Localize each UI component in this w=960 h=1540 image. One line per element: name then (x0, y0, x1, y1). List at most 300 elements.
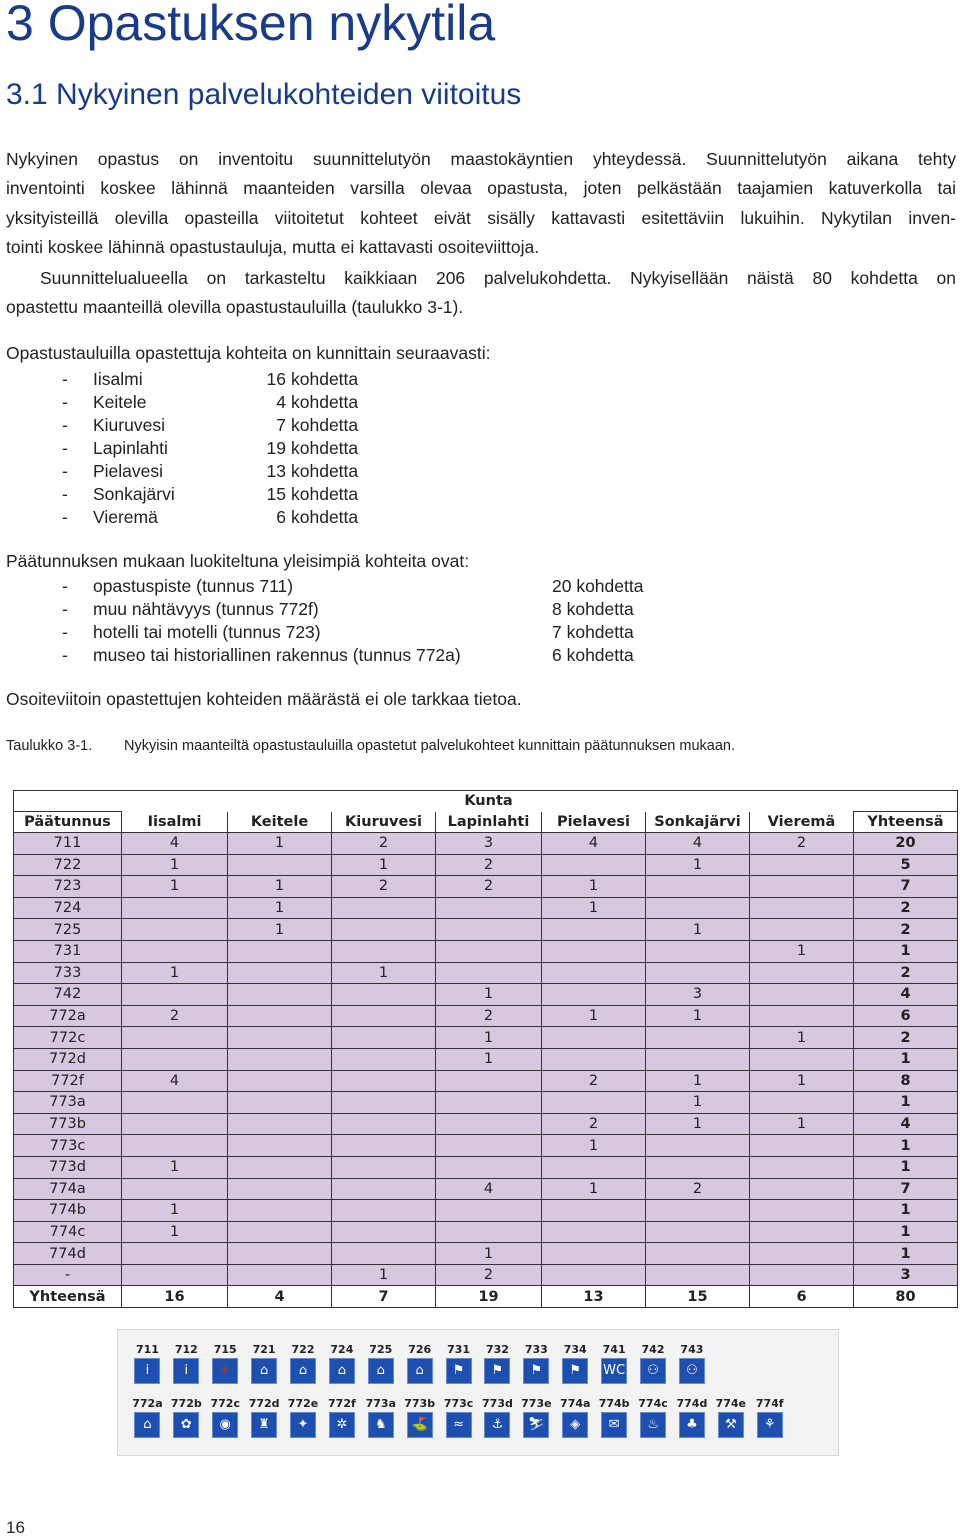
sign-code: 774a (560, 1397, 591, 1410)
sign-symbol (517, 1342, 556, 1384)
table-row (14, 1178, 958, 1200)
table-row (14, 1027, 958, 1049)
table-cell (542, 984, 646, 1006)
paragraph-summary (6, 264, 956, 323)
sign-symbol (478, 1342, 517, 1384)
table-group-spacer (854, 791, 958, 812)
table-group-spacer (646, 791, 750, 812)
row-code-cell: 772a (14, 1005, 122, 1027)
caravan-icon: ⚑ (523, 1358, 549, 1384)
table-cell: 2 (436, 1264, 542, 1286)
municipality-count: 7 (276, 415, 286, 435)
sign-symbol (284, 1342, 323, 1384)
table-cell (228, 854, 332, 876)
table-cell: 2 (854, 1027, 958, 1049)
sign-symbol (322, 1342, 361, 1384)
table-cell: 1 (436, 1048, 542, 1070)
table-cell: 20 (854, 833, 958, 855)
harbour-icon: ⚓ (484, 1412, 510, 1438)
sign-code: 715 (213, 1343, 237, 1356)
list-dash: - (62, 438, 68, 458)
nature-icon: ✿ (173, 1412, 199, 1438)
table-cell (122, 1135, 228, 1157)
municipality-name: Sonkajärvi (93, 484, 175, 504)
swimming-icon: ≈ (446, 1412, 472, 1438)
table-cell: 7 (854, 1178, 958, 1200)
paragraph-inventory (6, 145, 956, 263)
table-cell: 3 (646, 984, 750, 1006)
page-number: 16 (6, 1518, 25, 1537)
sign-symbol (400, 1342, 439, 1384)
paragraph-line: yksityisteillä olevilla opasteilla viitoitetut kohteet eivät sisälly kattavasti esitettäviin lukuihin. Nykytilan inven- (6, 207, 956, 228)
church-icon: ♜ (251, 1412, 277, 1438)
table-cell: 2 (436, 876, 542, 898)
workshop-icon: ⚒ (718, 1412, 744, 1438)
table-cell: 1 (854, 1221, 958, 1243)
table-cell: 1 (436, 1027, 542, 1049)
sign-code: 772c (210, 1397, 240, 1410)
sign-type-name: opastuspiste (tunnus 711) (93, 576, 294, 596)
table-cell: 1 (228, 897, 332, 919)
table-cell: 4 (436, 1178, 542, 1200)
table-cell (122, 1243, 228, 1265)
table-cell (122, 1092, 228, 1114)
table-cell: 1 (122, 876, 228, 898)
table-cell (436, 1070, 542, 1092)
table-cell (228, 1027, 332, 1049)
row-code-cell: 733 (14, 962, 122, 984)
sign-type-count: 6 kohdetta (552, 645, 634, 665)
table-cell (332, 1005, 436, 1027)
table-cell: 3 (436, 833, 542, 855)
table-cell (542, 1264, 646, 1286)
sign-type-name: hotelli tai motelli (tunnus 723) (93, 622, 321, 642)
table-cell: 4 (646, 833, 750, 855)
table-group-spacer (750, 791, 854, 812)
sign-symbol (206, 1396, 245, 1438)
garden-icon: ⚘ (757, 1412, 783, 1438)
table-cell: 1 (646, 1070, 750, 1092)
list-dash: - (62, 415, 68, 435)
table-cell: 1 (854, 940, 958, 962)
table-cell (228, 1178, 332, 1200)
table-cell (122, 1048, 228, 1070)
sign-symbol (711, 1342, 750, 1384)
sign-code: 774f (755, 1397, 784, 1410)
column-header: Yhteensä (854, 812, 958, 833)
sign-symbol (439, 1396, 478, 1438)
table-cell (646, 1200, 750, 1222)
list-dash: - (62, 576, 68, 596)
hotel-icon: ⌂ (290, 1358, 316, 1384)
paragraph-line: opastettu maanteillä olevilla opastustauluilla (taulukko 3-1). (6, 297, 464, 318)
table-cell (228, 962, 332, 984)
sign-code: 772a (132, 1397, 163, 1410)
table-cell (542, 1092, 646, 1114)
sign-symbol (750, 1342, 789, 1384)
total-cell: 6 (750, 1286, 854, 1308)
hostel-icon: ⌂ (407, 1358, 433, 1384)
table-cell (228, 1200, 332, 1222)
table-cell: 1 (854, 1200, 958, 1222)
municipality-name: Iisalmi (93, 369, 143, 389)
sign-row (128, 1396, 828, 1438)
farm-icon: ♣ (679, 1412, 705, 1438)
table-cell (332, 984, 436, 1006)
sign-code: 725 (369, 1343, 393, 1356)
table-cell (750, 984, 854, 1006)
shop-icon: ✉ (601, 1412, 627, 1438)
motel-icon: ⌂ (368, 1358, 394, 1384)
municipality-name: Vieremä (93, 507, 158, 527)
table-cell (646, 962, 750, 984)
table-cell: 2 (332, 876, 436, 898)
table-group-spacer (228, 791, 332, 812)
municipality-name: Kiuruvesi (93, 415, 165, 435)
table-cell: 1 (122, 1156, 228, 1178)
list-dash: - (62, 599, 68, 619)
table-cell (436, 1092, 542, 1114)
caption-label: Taulukko 3-1. (6, 738, 93, 754)
table-cell: 1 (750, 1027, 854, 1049)
table-cell (436, 1135, 542, 1157)
table-cell (332, 1178, 436, 1200)
information-icon: i (173, 1358, 199, 1384)
sign-type-count: 7 kohdetta (552, 622, 634, 642)
table-row (14, 1221, 958, 1243)
list-dash: - (62, 645, 68, 665)
table-cell: 1 (750, 1113, 854, 1135)
list-item (6, 460, 406, 483)
row-code-cell: 772f (14, 1070, 122, 1092)
sign-symbol (711, 1396, 750, 1438)
table-cell: 1 (542, 1005, 646, 1027)
table-cell: 1 (542, 897, 646, 919)
paragraph-address-signs: Osoiteviitoin opastettujen kohteiden määrästä ei ole tarkkaa tietoa. (6, 689, 522, 709)
row-code-cell: 773b (14, 1113, 122, 1135)
sign-symbol (322, 1396, 361, 1438)
column-header: Lapinlahti (436, 812, 542, 833)
municipality-count: 4 (276, 392, 286, 412)
table-cell: 1 (542, 1178, 646, 1200)
sign-code: 712 (174, 1343, 198, 1356)
camping-icon: ⚑ (484, 1358, 510, 1384)
table-cell: 1 (854, 1156, 958, 1178)
table-cell (332, 1027, 436, 1049)
service-table (13, 790, 958, 1308)
table-cell (542, 919, 646, 941)
table-cell (542, 1200, 646, 1222)
sign-code: 734 (563, 1343, 587, 1356)
table-cell (228, 1092, 332, 1114)
table-cell (332, 1048, 436, 1070)
list-item (6, 437, 406, 460)
sign-code: 743 (680, 1343, 704, 1356)
paragraph-line: Suunnittelualueella on tarkasteltu kaikkiaan 206 palvelukohdetta. Nykyisellään näistä 80 kohdetta on (40, 268, 956, 288)
hotel-icon: ⌂ (329, 1358, 355, 1384)
total-cell: 13 (542, 1286, 646, 1308)
table-cell (332, 919, 436, 941)
table-cell: 1 (646, 1092, 750, 1114)
table-cell (646, 897, 750, 919)
table-cell (332, 940, 436, 962)
table-cell (750, 1178, 854, 1200)
sign-code: 773e (521, 1397, 552, 1410)
column-header: Pielavesi (542, 812, 646, 833)
sign-code: 774b (598, 1397, 630, 1410)
row-code-cell: 773a (14, 1092, 122, 1114)
table-cell: 3 (854, 1264, 958, 1286)
sign-code: 772e (287, 1397, 319, 1410)
table-cell (542, 1048, 646, 1070)
table-cell (228, 1070, 332, 1092)
table-cell (332, 1070, 436, 1092)
table-cell (228, 1243, 332, 1265)
table-row (14, 833, 958, 855)
row-code-cell: 711 (14, 833, 122, 855)
table-row (14, 1048, 958, 1070)
table-cell (542, 854, 646, 876)
sign-code (711, 1342, 750, 1358)
table-cell: 1 (854, 1092, 958, 1114)
table-cell: 1 (646, 854, 750, 876)
table-cell (436, 897, 542, 919)
sign-code (750, 1342, 789, 1358)
sign-symbol (284, 1396, 323, 1438)
sign-code: 726 (408, 1343, 432, 1356)
table-cell: 1 (228, 833, 332, 855)
table-cell (436, 1113, 542, 1135)
table-cell (750, 1092, 854, 1114)
table-cell: 1 (122, 1221, 228, 1243)
table-cell: 2 (436, 854, 542, 876)
table-cell: 1 (332, 854, 436, 876)
table-cell: 1 (854, 1243, 958, 1265)
sign-symbol (361, 1396, 400, 1438)
row-code-cell: 723 (14, 876, 122, 898)
table-cell: 1 (436, 984, 542, 1006)
count-unit: kohdetta (291, 392, 359, 412)
table-cell (332, 1243, 436, 1265)
restaurant-icon: ⚇ (640, 1358, 666, 1384)
table-cell (750, 1200, 854, 1222)
sign-symbol (789, 1342, 828, 1384)
row-code-cell: 774b (14, 1200, 122, 1222)
sign-type-name: muu nähtävyys (tunnus 772f) (93, 599, 319, 619)
table-cell (436, 1200, 542, 1222)
table-cell: 7 (854, 876, 958, 898)
common-sign-list (6, 575, 706, 667)
table-cell: 2 (854, 962, 958, 984)
table-cell (646, 1156, 750, 1178)
sign-row (128, 1342, 828, 1384)
table-cell (228, 1048, 332, 1070)
paragraph-list-intro: Opastustauluilla opastettuja kohteita on kunnittain seuraavasti: (6, 343, 491, 363)
table-cell (436, 1221, 542, 1243)
hotel-icon: ⌂ (251, 1358, 277, 1384)
cafe-icon: ⚇ (679, 1358, 705, 1384)
sign-code: 774d (676, 1397, 708, 1410)
table-cell: 1 (646, 1005, 750, 1027)
row-code-cell: 773c (14, 1135, 122, 1157)
sign-code: 721 (252, 1343, 276, 1356)
sign-symbol (556, 1396, 595, 1438)
sign-code: 773c (443, 1397, 474, 1410)
table-group-spacer (122, 791, 228, 812)
list-dash: - (62, 507, 68, 527)
table-cell (228, 1264, 332, 1286)
table-cell: 6 (854, 1005, 958, 1027)
table-cell (332, 1156, 436, 1178)
row-code-cell: 774a (14, 1178, 122, 1200)
table-cell: 2 (646, 1178, 750, 1200)
table-cell (750, 962, 854, 984)
table-cell (750, 1048, 854, 1070)
sign-code (789, 1342, 828, 1358)
sign-symbol-panel (117, 1329, 839, 1456)
sign-code: 722 (291, 1343, 315, 1356)
list-dash: - (62, 392, 68, 412)
table-cell: 1 (228, 876, 332, 898)
table-cell (332, 1135, 436, 1157)
municipality-count: 16 (266, 369, 286, 389)
table-cell (436, 919, 542, 941)
municipality-list (6, 368, 406, 529)
column-header: Iisalmi (122, 812, 228, 833)
table-group-header: Kunta (436, 791, 542, 812)
table-cell (646, 940, 750, 962)
golf-icon: ⛳ (407, 1412, 433, 1438)
sign-symbol (595, 1342, 634, 1384)
list-item (6, 598, 706, 621)
sign-code: 773b (404, 1397, 436, 1410)
sign-symbol (750, 1396, 789, 1438)
table-cell: 2 (750, 833, 854, 855)
sign-type-count: 8 kohdetta (552, 599, 634, 619)
sign-symbol (167, 1342, 206, 1384)
sign-symbol (167, 1396, 206, 1438)
row-code-cell: - (14, 1264, 122, 1286)
list-item (6, 368, 406, 391)
table-cell: 5 (854, 854, 958, 876)
table-cell (228, 1135, 332, 1157)
table-cell (122, 940, 228, 962)
paragraph-line: tointi koskee lähinnä opastustauluja, mutta ei kattavasti osoiteviittoja. (6, 237, 540, 258)
sign-symbol (478, 1396, 517, 1438)
row-code-cell: 722 (14, 854, 122, 876)
table-cell (750, 854, 854, 876)
table-cell: 1 (646, 1113, 750, 1135)
row-code-cell: 742 (14, 984, 122, 1006)
total-cell: 80 (854, 1286, 958, 1308)
column-header: Keitele (228, 812, 332, 833)
table-cell (750, 1243, 854, 1265)
sign-code: 773d (482, 1397, 513, 1410)
table-cell (750, 897, 854, 919)
table-row (14, 1005, 958, 1027)
total-row (14, 1286, 958, 1308)
table-cell: 1 (542, 876, 646, 898)
table-row (14, 1243, 958, 1265)
table-cell: 2 (854, 897, 958, 919)
total-cell: 15 (646, 1286, 750, 1308)
sign-code: 742 (641, 1343, 665, 1356)
count-unit: kohdetta (291, 484, 359, 504)
table-row (14, 876, 958, 898)
sign-symbol (361, 1342, 400, 1384)
table-cell: 1 (228, 919, 332, 941)
table-cell (228, 984, 332, 1006)
sign-code: 772f (328, 1397, 356, 1410)
table-cell: 4 (122, 833, 228, 855)
sign-code: 772d (248, 1397, 280, 1410)
table-group-spacer (542, 791, 646, 812)
list-item (6, 621, 706, 644)
count-unit: kohdetta (291, 369, 359, 389)
table-cell (332, 1221, 436, 1243)
table-row (14, 1135, 958, 1157)
chapter-heading: 3 Opastuksen nykytila (6, 0, 496, 51)
table-cell (542, 1221, 646, 1243)
table-cell (122, 1264, 228, 1286)
table-cell (646, 1027, 750, 1049)
sign-symbol (128, 1396, 167, 1438)
table-row (14, 1113, 958, 1135)
table-cell (646, 876, 750, 898)
table-cell: 1 (332, 1264, 436, 1286)
list-item (6, 391, 406, 414)
table-cell: 2 (854, 919, 958, 941)
municipality-count: 13 (266, 461, 286, 481)
table-cell (332, 1092, 436, 1114)
column-header: Sonkajärvi (646, 812, 750, 833)
section-heading: 3.1 Nykyinen palvelukohteiden viitoitus (6, 78, 522, 111)
information-icon: i (134, 1358, 160, 1384)
row-code-cell: 724 (14, 897, 122, 919)
list-item (6, 575, 706, 598)
ski-icon: ⛷ (523, 1412, 549, 1438)
caption-text: Nykyisin maanteiltä opastustauluilla opastetut palvelukohteet kunnittain päätunnuksen mukaan. (124, 738, 735, 754)
table-cell: 2 (332, 833, 436, 855)
table-row (14, 919, 958, 941)
row-code-cell: 773d (14, 1156, 122, 1178)
table-cell: 1 (646, 919, 750, 941)
table-row (14, 1200, 958, 1222)
table-cell (228, 1156, 332, 1178)
table-row (14, 984, 958, 1006)
table-row (14, 962, 958, 984)
table-cell (332, 897, 436, 919)
total-cell: Yhteensä (14, 1286, 122, 1308)
list-dash: - (62, 369, 68, 389)
list-dash: - (62, 622, 68, 642)
table-row (14, 1156, 958, 1178)
row-code-cell: 731 (14, 940, 122, 962)
sign-code: 774e (715, 1397, 747, 1410)
table-row (14, 854, 958, 876)
table-cell (122, 984, 228, 1006)
table-cell: 2 (542, 1070, 646, 1092)
list-item (6, 483, 406, 506)
table-cell (228, 940, 332, 962)
cabin-icon: ⚑ (562, 1358, 588, 1384)
table-cell (436, 940, 542, 962)
sauna-icon: ♨ (640, 1412, 666, 1438)
table-cell (542, 1243, 646, 1265)
table-cell: 4 (854, 984, 958, 1006)
column-header: Vieremä (750, 812, 854, 833)
table-cell: 4 (854, 1113, 958, 1135)
